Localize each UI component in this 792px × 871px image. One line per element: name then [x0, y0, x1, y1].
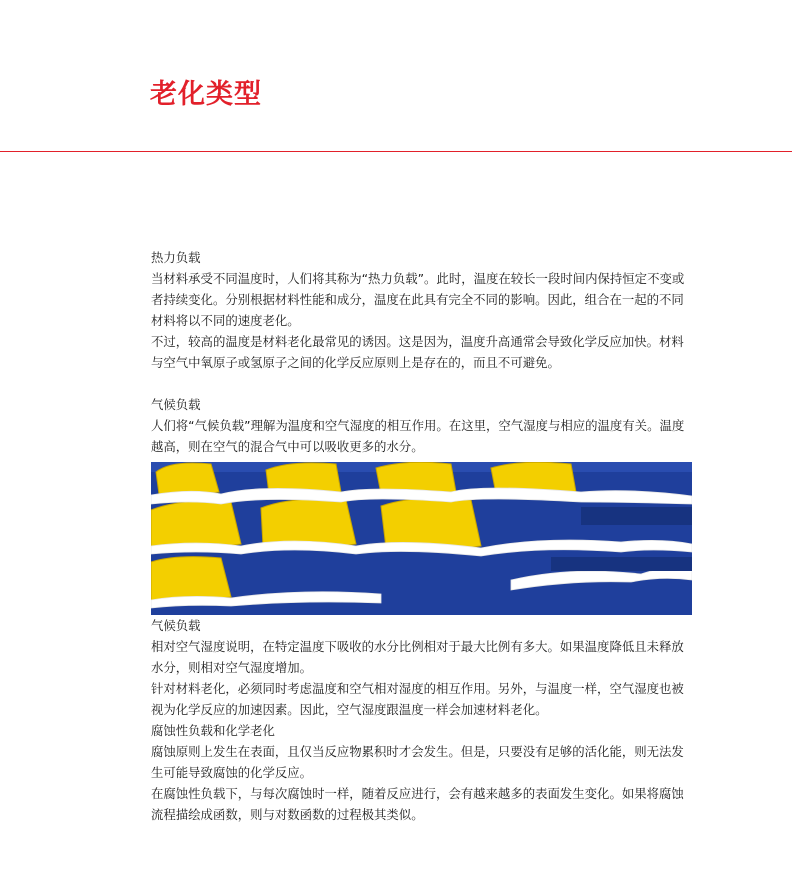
- paragraph: 不过，较高的温度是材料老化最常见的诱因。这是因为，温度升高通常会导致化学反应加快。材料与空气中氧原子或氢原子之间的化学反应原则上是存在的，而且不可避免。: [151, 334, 684, 370]
- stadium-seats-snow-photo: [151, 462, 692, 615]
- section-heading-thermal: 热力负载: [151, 250, 201, 265]
- paragraph: 人们将“气候负载”理解为温度和空气湿度的相互作用。在这里，空气湿度与相应的温度有关。温度越高，则在空气的混合气中可以吸收更多的水分。: [151, 418, 685, 454]
- figure-caption: 气候负载: [151, 618, 201, 633]
- spacer: [151, 373, 691, 394]
- section-heading-climate: 气候负载: [151, 397, 201, 412]
- page-title: 老化类型: [150, 79, 262, 110]
- paragraph: 在腐蚀性负载下，与每次腐蚀时一样，随着反应进行，会有越来越多的表面发生变化。如果将腐蚀流程描绘成函数，则与对数函数的过程极其类似。: [151, 786, 684, 822]
- paragraph: 相对空气湿度说明，在特定温度下吸收的水分比例相对于最大比例有多大。如果温度降低且未释放水分，则相对空气湿度增加。: [151, 639, 684, 675]
- paragraph: 当材料承受不同温度时，人们将其称为“热力负载”。此时，温度在较长一段时间内保持恒定不变或者持续变化。分别根据材料性能和成分，温度在此具有完全不同的影响。因此，组合在一起的不同材料将以不同的速度老化。: [151, 271, 685, 328]
- article-body: [151, 247, 691, 825]
- title-divider: [0, 151, 792, 152]
- section-heading-corrosion: 腐蚀性负载和化学老化: [151, 723, 275, 738]
- paragraph: 腐蚀原则上发生在表面，且仅当反应物累积时才会发生。但是，只要没有足够的活化能，则无法发生可能导致腐蚀的化学反应。: [151, 744, 684, 780]
- paragraph: 针对材料老化，必须同时考虑温度和空气相对湿度的相互作用。另外，与温度一样，空气湿度也被视为化学反应的加速因素。因此，空气湿度跟温度一样会加速材料老化。: [151, 681, 684, 717]
